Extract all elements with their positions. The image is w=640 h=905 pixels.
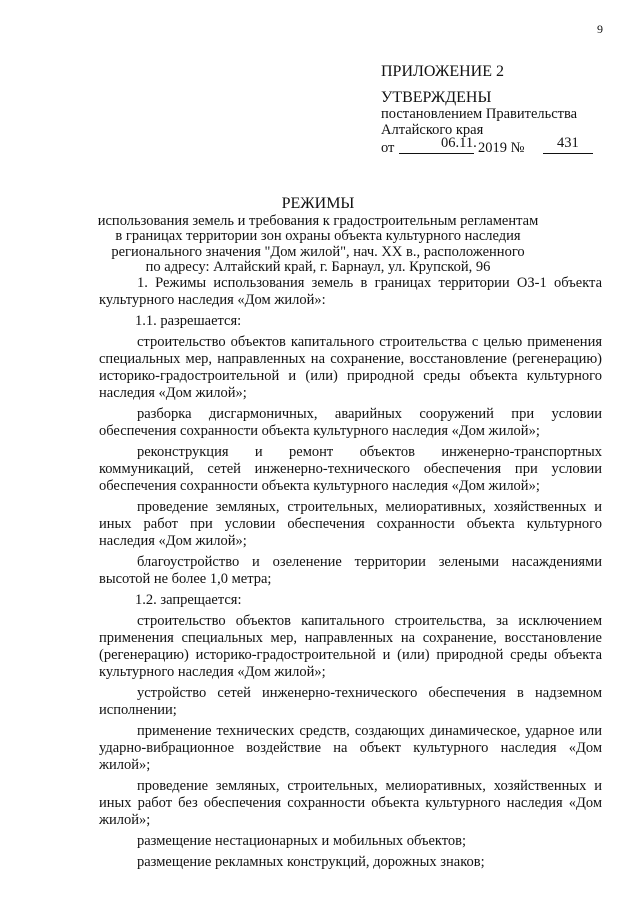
allowed-item: разборка дисгармоничных, аварийных сооружений при условии обеспечения сохранности объекта культурного наследия «Дом жилой»; — [99, 406, 602, 439]
document-heading — [90, 196, 546, 276]
allowed-item: проведение земляных, строительных, мелиоративных, хозяйственных и иных работ при условии обеспечения сохранности объекта культурного наследия «Дом жилой»; — [99, 499, 602, 549]
heading-line: использования земель и требования к градостроительным регламентам — [97, 212, 539, 229]
allowed-item: реконструкция и ремонт объектов инженерно-транспортных коммуникаций, сетей инженерно-технического обеспечения при условии обеспечения сохранности объекта культурного наследия «Дом жилой»; — [99, 444, 602, 494]
forbidden-item: размещение рекламных конструкций, дорожных знаков; — [137, 854, 485, 870]
heading-line: в границах территории зон охраны объекта культурного наследия — [115, 228, 521, 244]
heading-line: по адресу: Алтайский край, г. Барнаул, ул. Крупской, 96 — [145, 259, 491, 275]
number-underline — [543, 153, 593, 154]
appendix-label: ПРИЛОЖЕНИЕ 2 — [381, 63, 505, 80]
section-1-paragraph: 1. Режимы использования земель в границах территории ОЗ-1 объекта культурного наследия «Дом жилой»: — [99, 275, 602, 308]
forbidden-item: устройство сетей инженерно-технического обеспечения в надземном исполнении; — [99, 685, 602, 718]
decree-year: 2019 — [478, 140, 507, 156]
forbidden-item: строительство объектов капитального строительства, за исключением применения специальных мер, направленных на сохранение, восстановление (регенерацию) историко-градостроительной и (или) природной среды объекта культурного наследия «Дом жилой»; — [99, 613, 602, 680]
forbidden-item: применение технических средств, создающих динамическое, ударное или ударно-вибрационное воздействие на объект культурного наследия «Дом жилой»; — [99, 723, 602, 773]
heading-line: регионального значения "Дом жилой", нач. XX в., расположенного — [111, 243, 525, 260]
decree-text: постановлением Правительства — [381, 106, 578, 122]
decree-date: 06.11. — [441, 135, 477, 151]
subsection-allowed: 1.1. разрешается: — [135, 313, 242, 329]
subsection-forbidden: 1.2. запрещается: — [135, 592, 242, 608]
approval-block — [381, 64, 621, 156]
decree-number: 431 — [557, 135, 579, 151]
decree-year-with-sign — [478, 140, 524, 156]
document-body — [99, 275, 602, 875]
forbidden-item: размещение нестационарных и мобильных объектов; — [137, 833, 467, 849]
forbidden-item: проведение земляных, строительных, мелиоративных, хозяйственных и иных работ без обеспечения сохранности объекта культурного наследия «Дом жилой»; — [99, 778, 602, 828]
page-number: 9 — [597, 22, 603, 36]
date-prefix: от — [381, 140, 395, 156]
date-underline — [399, 153, 474, 154]
region-text: Алтайского края — [381, 122, 484, 138]
allowed-item: строительство объектов капитального строительства с целью применения специальных мер, направленных на сохранение, восстановление (регенерацию) историко-градостроительной и (или) природной среды объекта культурного наследия «Дом жилой»; — [99, 334, 602, 401]
allowed-item: благоустройство и озеленение территории зелеными насаждениями высотой не более 1,0 метра; — [99, 554, 602, 587]
number-sign: № — [510, 140, 525, 156]
approved-label: УТВЕРЖДЕНЫ — [381, 89, 492, 106]
document-title: РЕЖИМЫ — [281, 195, 355, 212]
decree-date-row — [381, 135, 621, 156]
